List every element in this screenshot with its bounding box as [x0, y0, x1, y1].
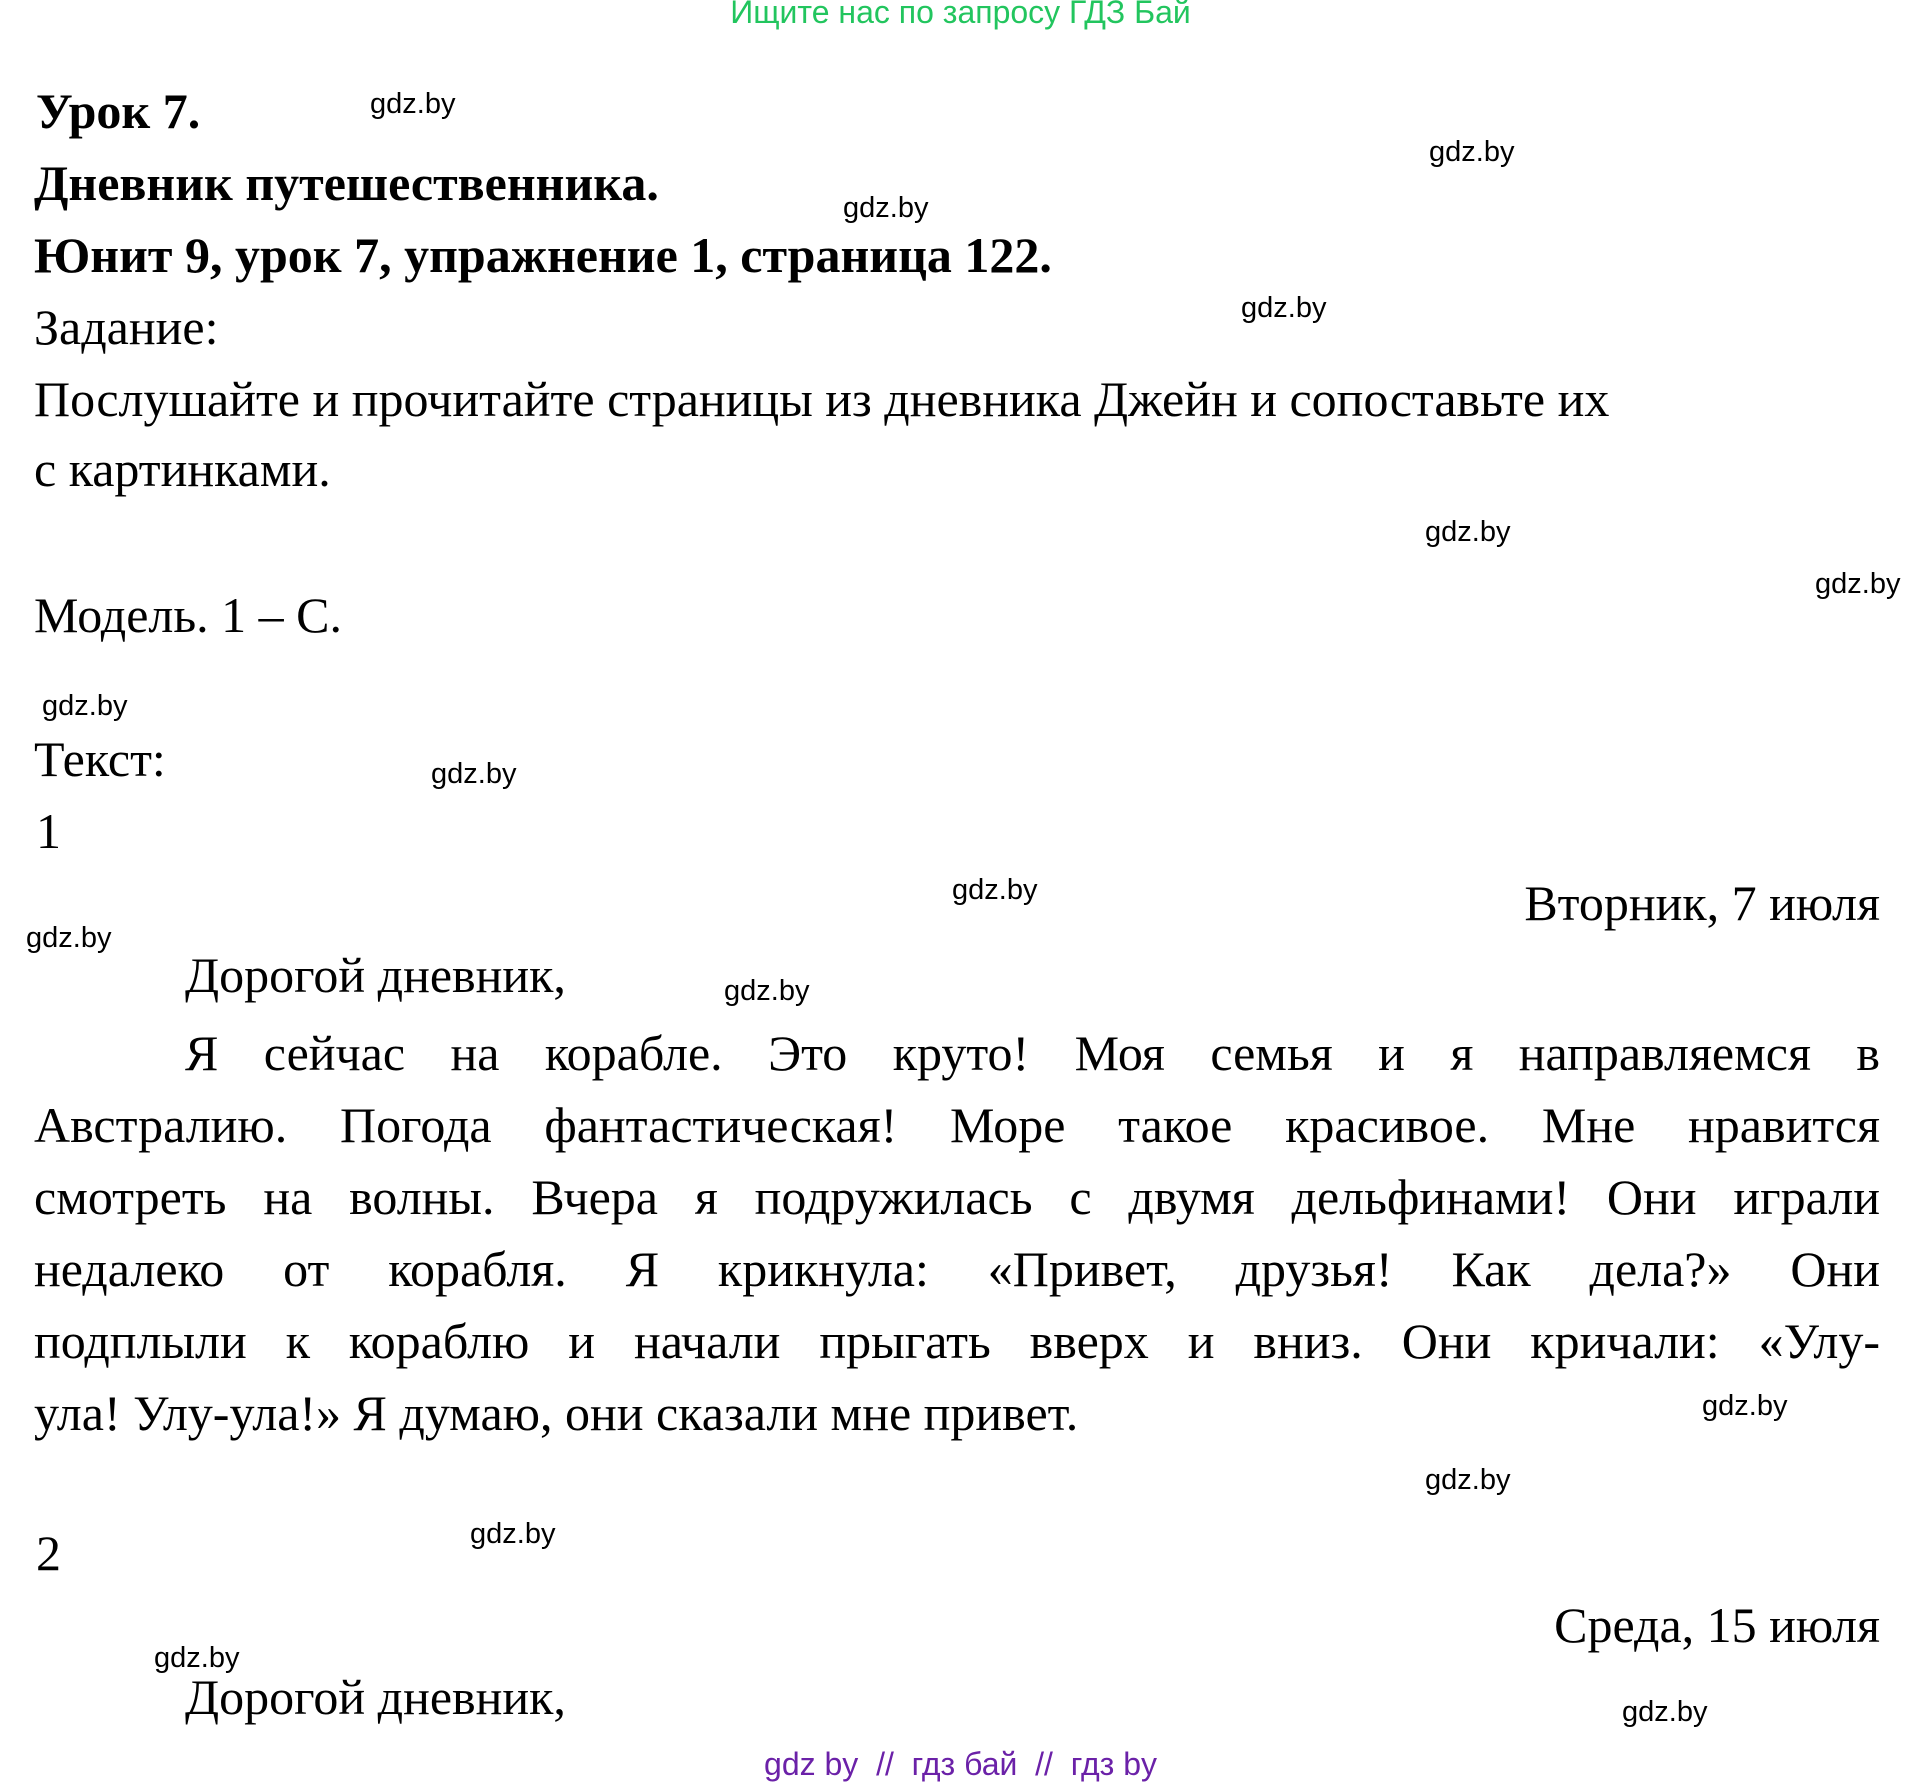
- watermark: gdz.by: [1425, 516, 1511, 548]
- entry-2-number: 2: [36, 1525, 61, 1581]
- watermark: gdz.by: [1622, 1696, 1708, 1728]
- entry-1-greeting: Дорогой дневник,: [185, 947, 566, 1003]
- watermark: gdz.by: [724, 975, 810, 1007]
- text-label: Текст:: [34, 731, 166, 787]
- watermark: gdz.by: [470, 1518, 556, 1550]
- entry-2-date: Среда, 15 июля: [1554, 1597, 1880, 1653]
- task-text-line-2: с картинками.: [34, 441, 331, 497]
- entry-1-line: смотреть на волны. Вчера я подружилась с двумя дельфинами! Они играли: [34, 1169, 1880, 1225]
- entry-2-greeting: Дорогой дневник,: [185, 1669, 566, 1725]
- entry-1-line: ула! Улу-ула!» Я думаю, они сказали мне привет.: [34, 1385, 1079, 1441]
- watermark: gdz.by: [1425, 1464, 1511, 1496]
- lesson-title: Дневник путешественника.: [34, 155, 659, 211]
- watermark: gdz.by: [431, 758, 517, 790]
- entry-1-line: подплыли к кораблю и начали прыгать вверх и вниз. Они кричали: «Улу-: [34, 1313, 1880, 1369]
- watermark: gdz.by: [42, 690, 128, 722]
- entry-1-date: Вторник, 7 июля: [1524, 875, 1880, 931]
- watermark: gdz.by: [1702, 1390, 1788, 1422]
- watermark: gdz.by: [1429, 136, 1515, 168]
- entry-1-line: Я сейчас на корабле. Это круто! Моя семья и я направляемся в: [185, 1025, 1880, 1081]
- entry-1-number: 1: [36, 803, 61, 859]
- lesson-heading: Урок 7.: [36, 83, 201, 139]
- task-label: Задание:: [34, 299, 219, 355]
- watermark: gdz.by: [843, 192, 929, 224]
- watermark: gdz.by: [1241, 292, 1327, 324]
- entry-1-line: Австралию. Погода фантастическая! Море такое красивое. Мне нравится: [34, 1097, 1880, 1153]
- unit-heading: Юнит 9, урок 7, упражнение 1, страница 122.: [34, 227, 1052, 283]
- task-text-line-1: Послушайте и прочитайте страницы из дневника Джейн и сопоставьте их: [34, 371, 1610, 427]
- entry-1-body: [34, 1017, 1880, 1449]
- watermark: gdz.by: [952, 874, 1038, 906]
- watermark: gdz.by: [370, 88, 456, 120]
- watermark: gdz.by: [26, 922, 112, 954]
- entry-1-line: недалеко от корабля. Я крикнула: «Привет, друзья! Как дела?» Они: [34, 1241, 1880, 1297]
- footer-links[interactable]: gdz by // гдз бай // гдз by: [764, 1746, 1157, 1782]
- watermark: gdz.by: [1815, 568, 1901, 600]
- model-answer: Модель. 1 – С.: [34, 587, 343, 643]
- search-banner[interactable]: Ищите нас по запросу ГДЗ Бай: [730, 0, 1191, 30]
- watermark: gdz.by: [154, 1642, 240, 1674]
